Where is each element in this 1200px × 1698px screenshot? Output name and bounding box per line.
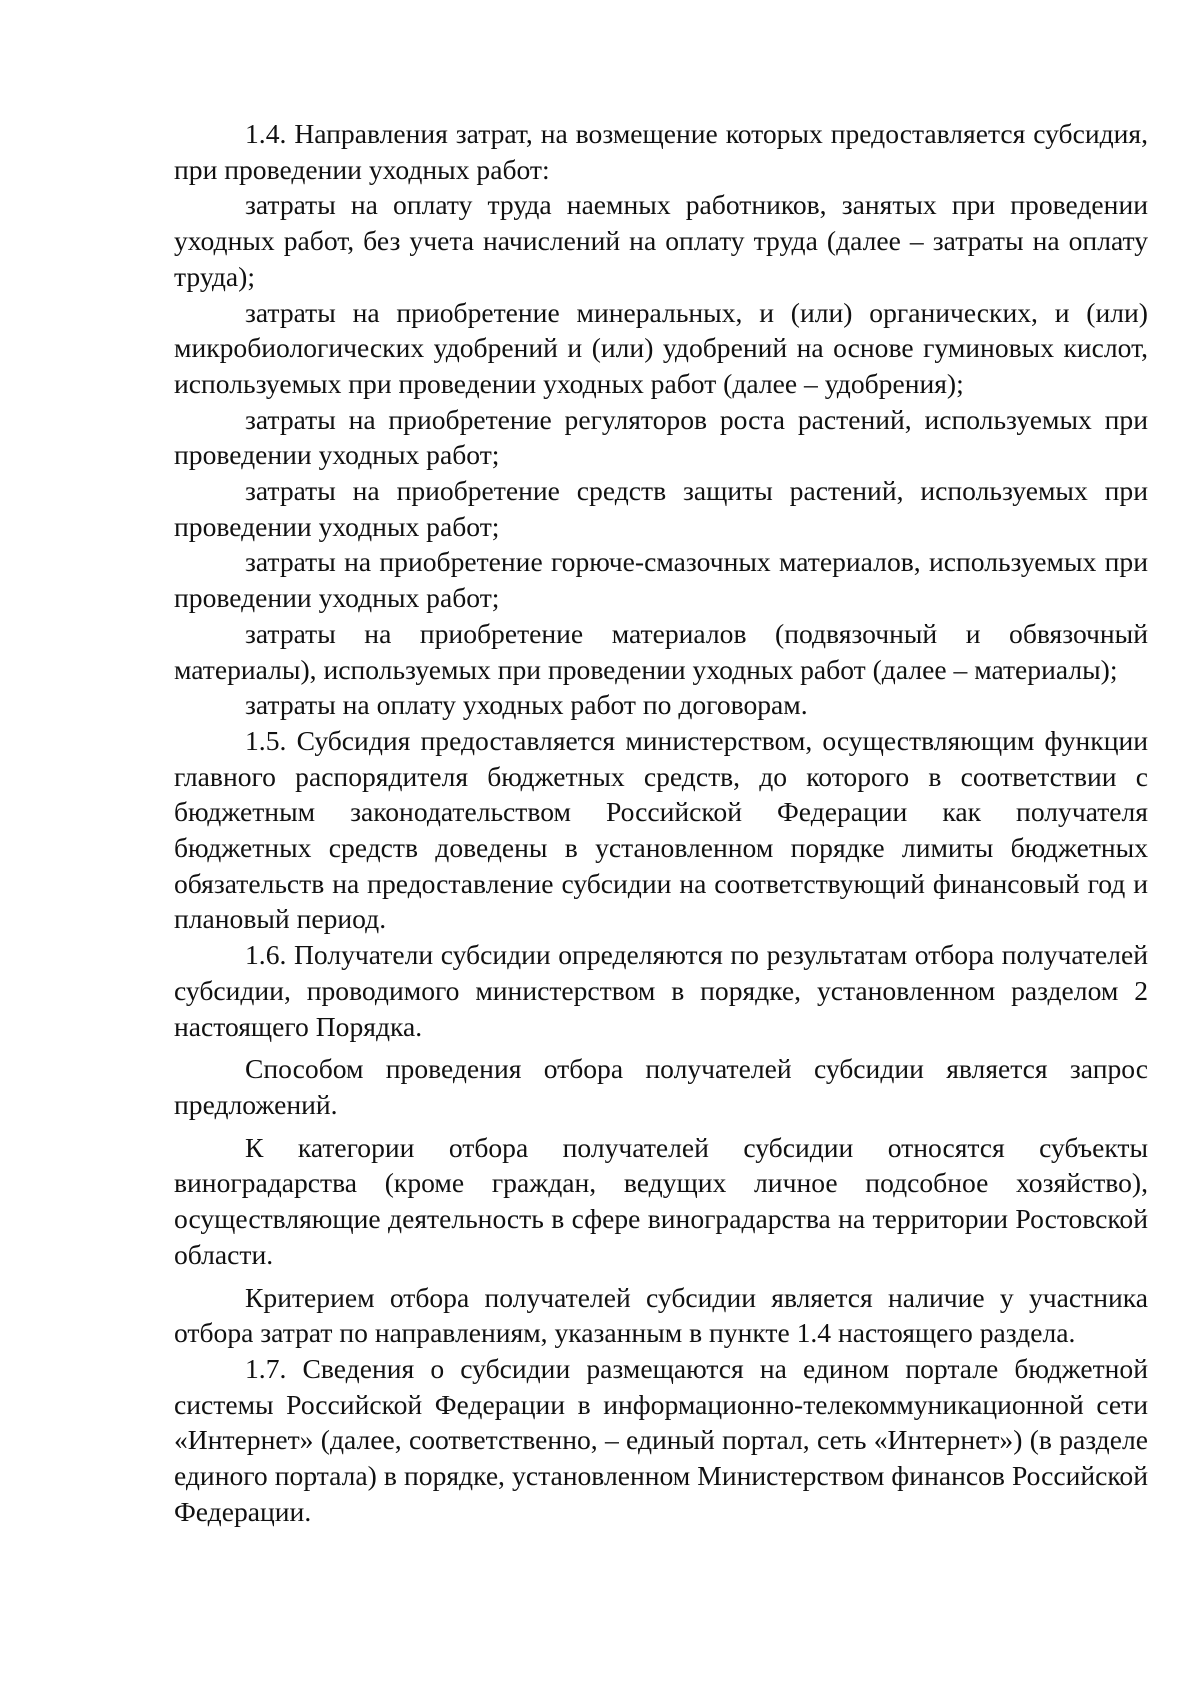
document-body — [174, 116, 1148, 1529]
paragraph-materials: затраты на приобретение материалов (подвязочный и обвязочный материалы), используемых при проведении уходных работ (далее – материалы); — [174, 617, 1148, 685]
paragraph-1-4-heading: 1.4. Направления затрат, на возмещение которых предоставляется субсидия, при проведении уходных работ: — [174, 118, 1148, 185]
paragraph-selection-category: К категории отбора получателей субсидии относятся субъекты виноградарства (кроме граждан, ведущих личное подсобное хозяйство), осуществляющие деятельность в сфере виноградарства на территории Ростовской области. — [174, 1131, 1148, 1270]
paragraph-growth-regulators: затраты на приобретение регуляторов роста растений, используемых при проведении уходных работ; — [174, 403, 1148, 471]
paragraph-1-7: 1.7. Сведения о субсидии размещаются на едином портале бюджетной системы Российской Федерации в информационно-телекоммуникационной сети «Интернет» (далее, соответственно, – единый портал, сеть «Интернет») (в разделе единого портала) в порядке, установленном Министерством финансов Российской Федерации. — [174, 1352, 1148, 1527]
paragraph-1-5: 1.5. Субсидия предоставляется министерством, осуществляющим функции главного распорядителя бюджетных средств, до которого в соответствии с бюджетным законодательством Российской Федерации как получателя бюджетных средств доведены в установленном порядке лимиты бюджетных обязательств на предоставление субсидии на соответствующий финансовый год и плановый период. — [174, 724, 1148, 935]
paragraph-fertilizers: затраты на приобретение минеральных, и (или) органических, и (или) микробиологических удобрений и (или) удобрений на основе гуминовых кислот, используемых при проведении уходных работ (далее – удобрения); — [174, 296, 1148, 399]
paragraph-contract-work: затраты на оплату уходных работ по договорам. — [245, 689, 808, 721]
paragraph-labor-costs: затраты на оплату труда наемных работников, занятых при проведении уходных работ, без учета начислений на оплату труда (далее – затраты на оплату труда); — [174, 189, 1148, 292]
paragraph-selection-method: Способом проведения отбора получателей субсидии является запрос предложений. — [174, 1053, 1148, 1120]
paragraph-1-6: 1.6. Получатели субсидии определяются по результатам отбора получателей субсидии, проводимого министерством в порядке, установленном разделом 2 настоящего Порядка. — [174, 939, 1148, 1042]
paragraph-selection-criterion: Критерием отбора получателей субсидии является наличие у участника отбора затрат по направлениям, указанным в пункте 1.4 настоящего раздела. — [174, 1281, 1148, 1349]
paragraph-fuel-lubricants: затраты на приобретение горюче-смазочных материалов, используемых при проведении уходных работ; — [174, 546, 1148, 614]
paragraph-plant-protection: затраты на приобретение средств защиты растений, используемых при проведении уходных работ; — [174, 475, 1148, 542]
